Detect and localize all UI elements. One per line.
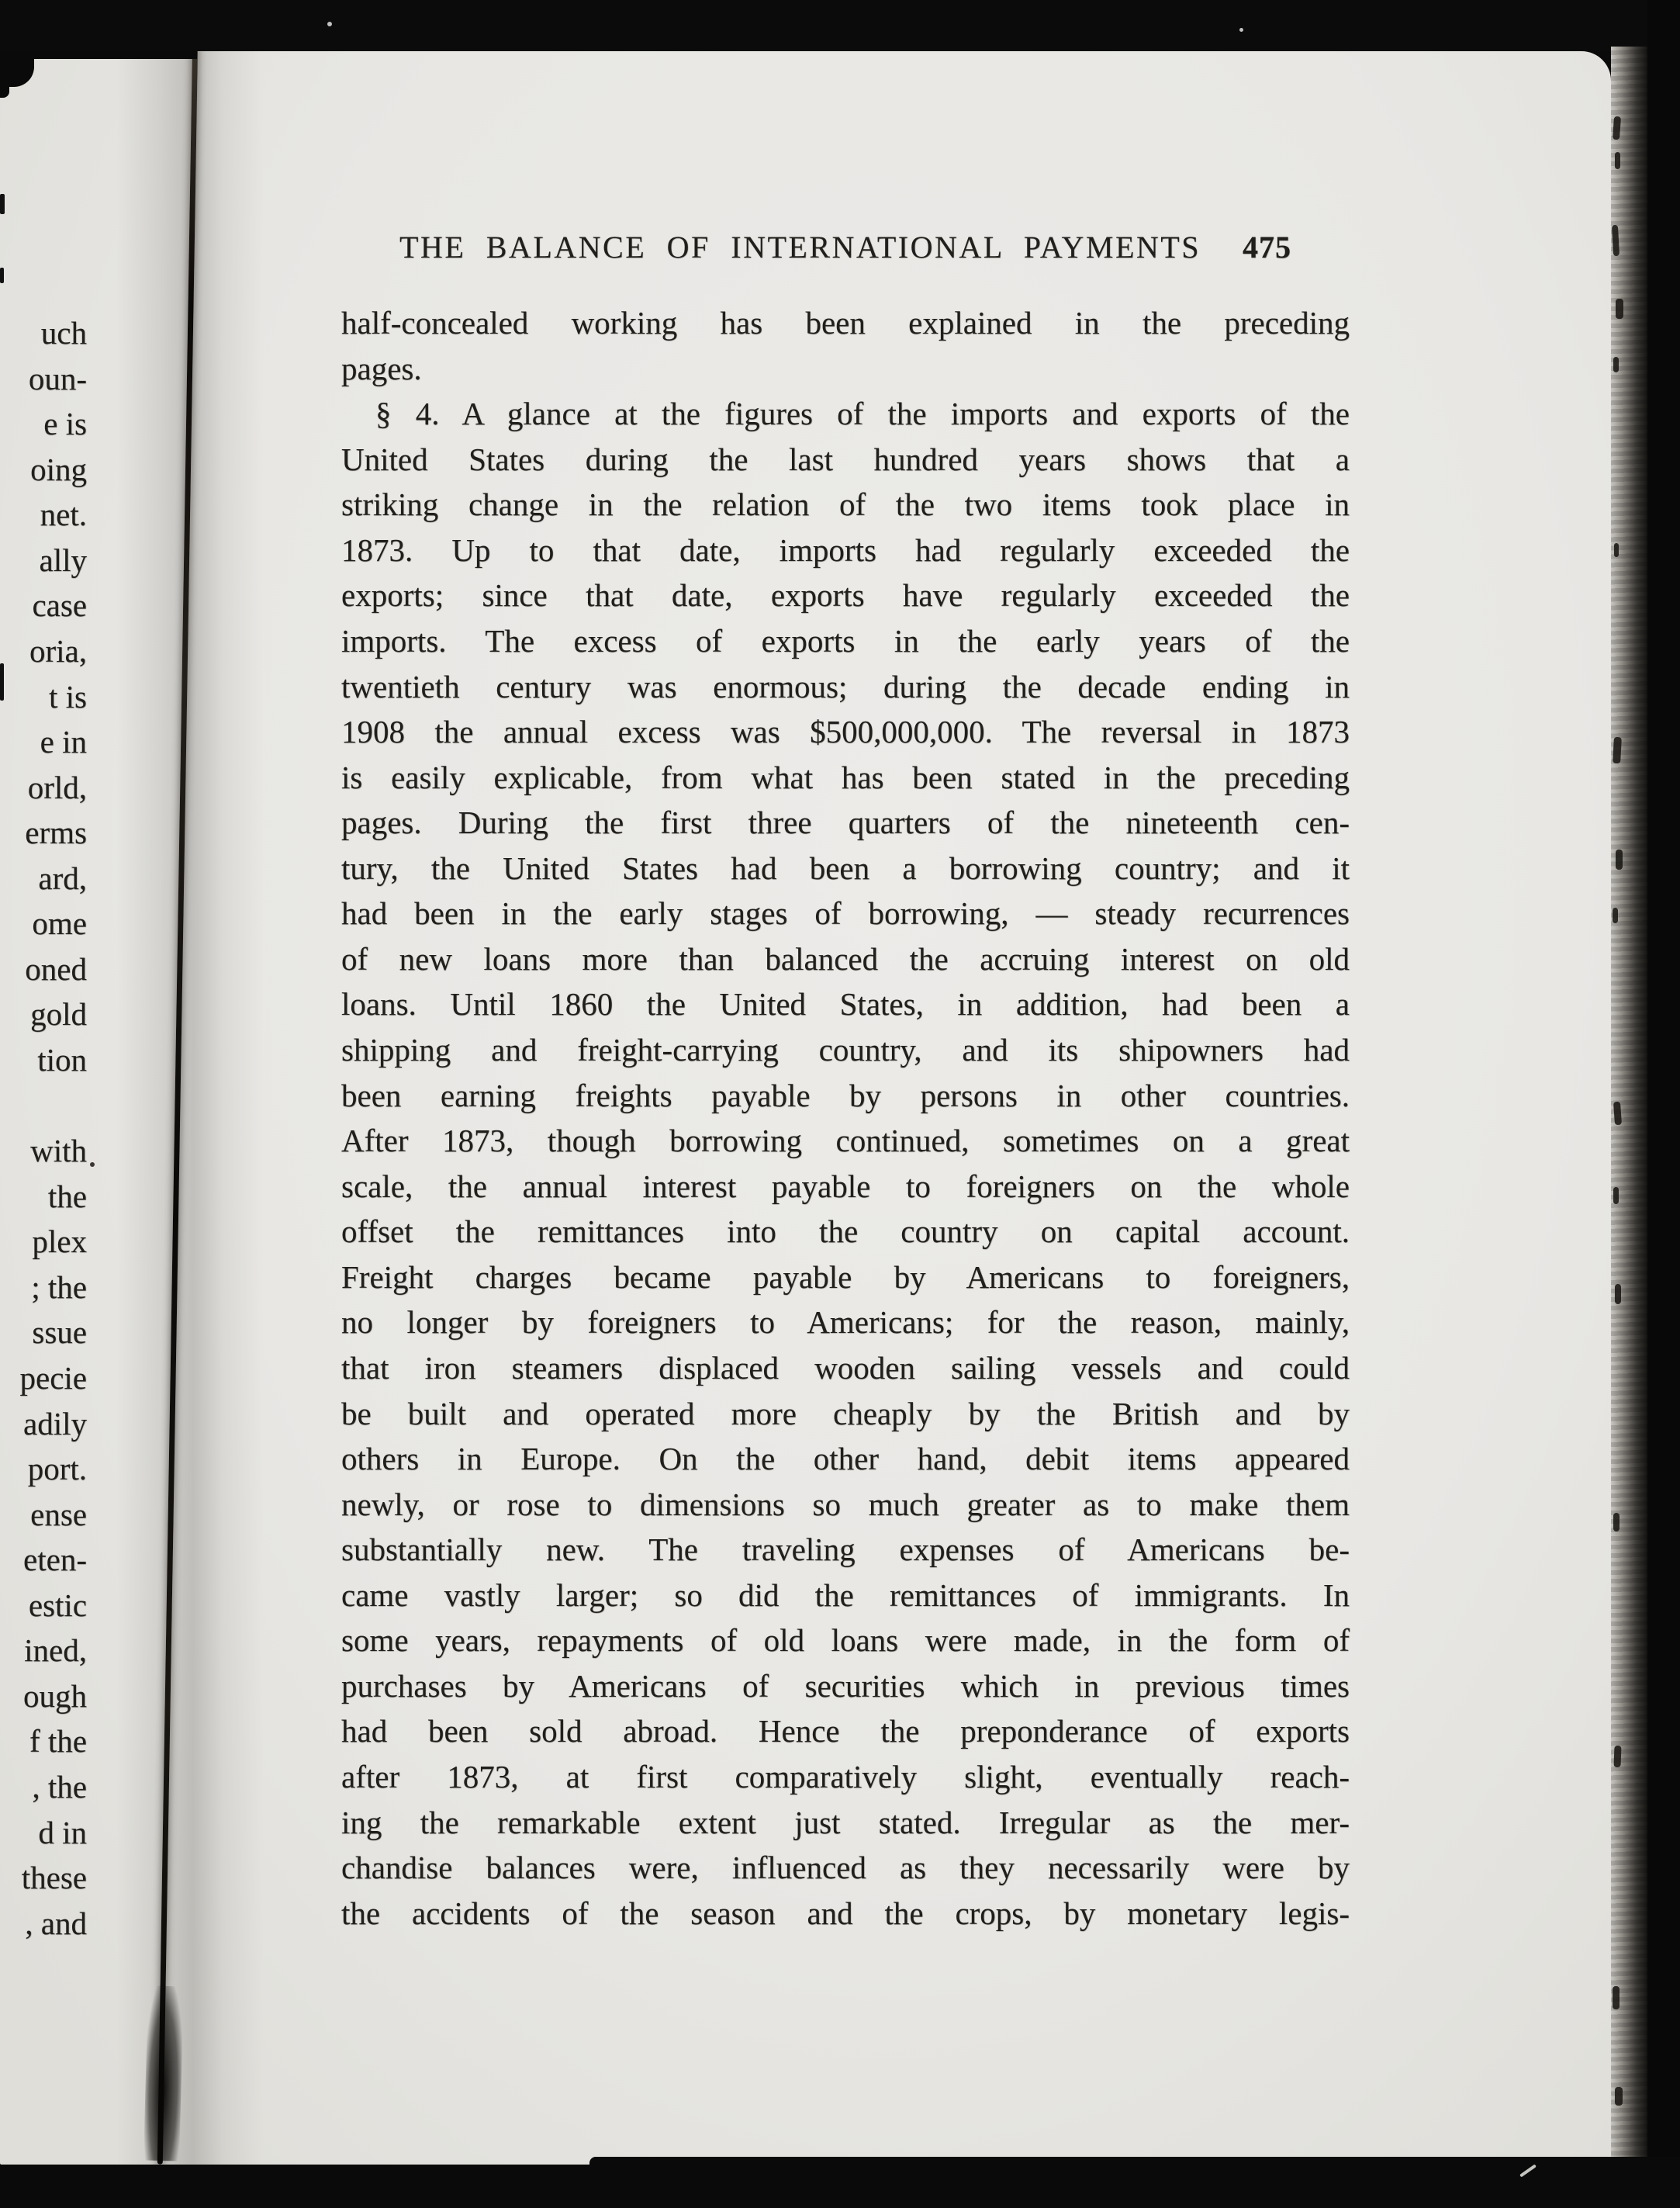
- left-page-fragment: , and: [25, 1905, 87, 1941]
- left-page-fragment: ally: [39, 542, 87, 578]
- left-page-fragment: ense: [30, 1496, 87, 1532]
- text-line: of new loans more than balanced the accruing interest on old: [341, 940, 1350, 977]
- text-line: 1908 the annual excess was $500,000,000. The reversal in 1873: [341, 714, 1350, 750]
- text-line: pages.: [341, 350, 422, 386]
- left-page-fragment: ard,: [38, 860, 87, 896]
- left-page-fragment: plex: [32, 1223, 87, 1260]
- left-page-fragment: adily: [23, 1405, 87, 1441]
- text-line: had been sold abroad. Hence the preponderance of exports: [341, 1713, 1350, 1749]
- page-edge-speck: [1615, 2087, 1623, 2106]
- left-page-fragment: case: [32, 587, 87, 624]
- left-page-fragment: d in: [38, 1814, 87, 1850]
- page-edge-speck: [1613, 357, 1619, 372]
- text-line: some years, repayments of old loans were made, in the form of: [341, 1622, 1350, 1659]
- text-line: newly, or rose to dimensions so much greater as to make them: [341, 1486, 1350, 1522]
- left-page-fragment: f the: [29, 1723, 87, 1760]
- page-edge-speck: [1614, 543, 1619, 557]
- left-page-fragment: gold: [30, 996, 87, 1033]
- text-line: be built and operated more cheaply by the British and by: [341, 1395, 1350, 1431]
- left-page-fragment: ined,: [24, 1632, 87, 1669]
- left-page-fragment: oned: [25, 950, 87, 987]
- scan-border-right: [1647, 0, 1680, 2208]
- text-line: came vastly larger; so did the remittances of immigrants. In: [341, 1576, 1350, 1613]
- left-page-fragment: uch: [40, 315, 87, 351]
- left-page-fragment: pecie: [19, 1359, 87, 1396]
- left-page-fragments: [0, 310, 90, 1946]
- page-edge-speck: [1613, 1187, 1619, 1204]
- text-line: substantially new. The traveling expenses of Americans be-: [341, 1531, 1350, 1568]
- text-line: been earning freights payable by persons in other countries.: [341, 1077, 1350, 1113]
- scan-edge-mark: [0, 663, 4, 701]
- page-edge-speck: [1616, 850, 1623, 870]
- text-line: chandise balances were, influenced as they necessarily were by: [341, 1850, 1350, 1886]
- left-page-fragment: oing: [30, 451, 87, 487]
- text-line: is easily explicable, from what has been stated in the preceding: [341, 759, 1350, 795]
- page-edge-speck: [1613, 908, 1618, 923]
- text-line: striking change in the relation of the two items took place in: [341, 486, 1350, 523]
- text-line: had been in the early stages of borrowing, — steady recurrences: [341, 895, 1350, 932]
- gutter-shadow-bottom: [143, 1985, 184, 2161]
- text-line: offset the remittances into the country on capital account.: [341, 1213, 1350, 1250]
- left-page-fragment: with: [30, 1133, 87, 1169]
- text-line: the accidents of the season and the crops, by monetary legis-: [341, 1895, 1350, 1931]
- text-line: scale, the annual interest payable to foreigners on the whole: [341, 1168, 1350, 1204]
- text-line: imports. The excess of exports in the early years of the: [341, 622, 1350, 659]
- page-edge-speck: [1613, 1513, 1620, 1531]
- text-line: half-concealed working has been explained in the preceding: [341, 305, 1350, 341]
- scan-edge-mark: [0, 268, 4, 283]
- text-line: others in Europe. On the other hand, debit items appeared: [341, 1441, 1350, 1477]
- page-edge-speck: [1615, 1284, 1621, 1304]
- left-page-fragment: t is: [49, 678, 87, 715]
- left-page-fragment: ome: [32, 905, 87, 942]
- dust-speck: [1239, 28, 1243, 32]
- text-line: no longer by foreigners to Americans; for the reason, mainly,: [341, 1304, 1350, 1341]
- page-edge-speck: [1615, 152, 1620, 169]
- left-page-fragment: ssue: [32, 1314, 87, 1351]
- scan-border-bottom: [0, 2165, 1680, 2208]
- dust-speck: [327, 22, 332, 26]
- left-page-fragment: [0, 1083, 90, 1129]
- text-line: exports; since that date, exports have regularly exceeded the: [341, 577, 1350, 614]
- text-line: shipping and freight-carrying country, and its shipowners had: [341, 1032, 1350, 1068]
- page-title: THE BALANCE OF INTERNATIONAL PAYMENTS: [399, 230, 1201, 265]
- body-text: [341, 300, 1350, 1936]
- left-page-fragment: erms: [25, 815, 87, 851]
- page-edge-speck: [1613, 737, 1622, 763]
- text-line: ing the remarkable extent just stated. Irregular as the mer-: [341, 1804, 1350, 1840]
- left-page-fragment: eten-: [23, 1542, 87, 1578]
- text-line: tury, the United States had been a borrowing country; and it: [341, 850, 1350, 886]
- ink-dot: [90, 1162, 95, 1167]
- left-page-fragment: ; the: [31, 1268, 87, 1305]
- left-page-fragment: oun-: [28, 360, 87, 396]
- text-line: twentieth century was enormous; during the decade ending in: [341, 668, 1350, 704]
- scan-edge-mark: [0, 194, 5, 214]
- text-line: Freight charges became payable by Americans to foreigners,: [341, 1258, 1350, 1295]
- scan-border-top: [0, 0, 1680, 51]
- text-line: pages. During the first three quarters of the nineteenth cen-: [341, 805, 1350, 841]
- left-page-fragment: net.: [40, 497, 87, 533]
- text-line: § 4. A glance at the figures of the imports and exports of the: [375, 396, 1350, 432]
- left-page-fragment: these: [21, 1860, 87, 1896]
- text-line: loans. Until 1860 the United States, in addition, had been a: [341, 986, 1350, 1023]
- left-page-fragment: orld,: [27, 769, 87, 805]
- text-line: purchases by Americans of securities which in previous times: [341, 1667, 1350, 1704]
- text-line: 1873. Up to that date, imports had regularly exceeded the: [341, 531, 1350, 568]
- scan-corner-mark: [0, 51, 9, 98]
- left-page-fragment: oria,: [29, 632, 87, 669]
- text-line: After 1873, though borrowing continued, sometimes on a great: [341, 1123, 1350, 1159]
- left-page-fragment: the: [47, 1178, 87, 1214]
- left-page-fragment: , the: [32, 1769, 87, 1805]
- page-edge-speck: [1614, 1746, 1622, 1767]
- text-line: United States during the last hundred years shows that a: [341, 441, 1350, 477]
- page-edge-speck: [1613, 1986, 1620, 2009]
- left-page-fragment: tion: [37, 1042, 87, 1078]
- left-page-fragment: ough: [23, 1677, 87, 1714]
- left-page-fragment: e is: [43, 406, 87, 442]
- page-edge-speck: [1616, 299, 1623, 319]
- page-number: 475: [1242, 230, 1291, 265]
- text-line: that iron steamers displaced wooden sailing vessels and could: [341, 1349, 1350, 1386]
- left-page-fragment: port.: [27, 1451, 87, 1487]
- running-head: [341, 223, 1350, 272]
- left-page-fragment: e in: [40, 724, 87, 760]
- left-page-fragment: estic: [28, 1587, 87, 1623]
- text-line: after 1873, at first comparatively slight, eventually reach-: [341, 1759, 1350, 1794]
